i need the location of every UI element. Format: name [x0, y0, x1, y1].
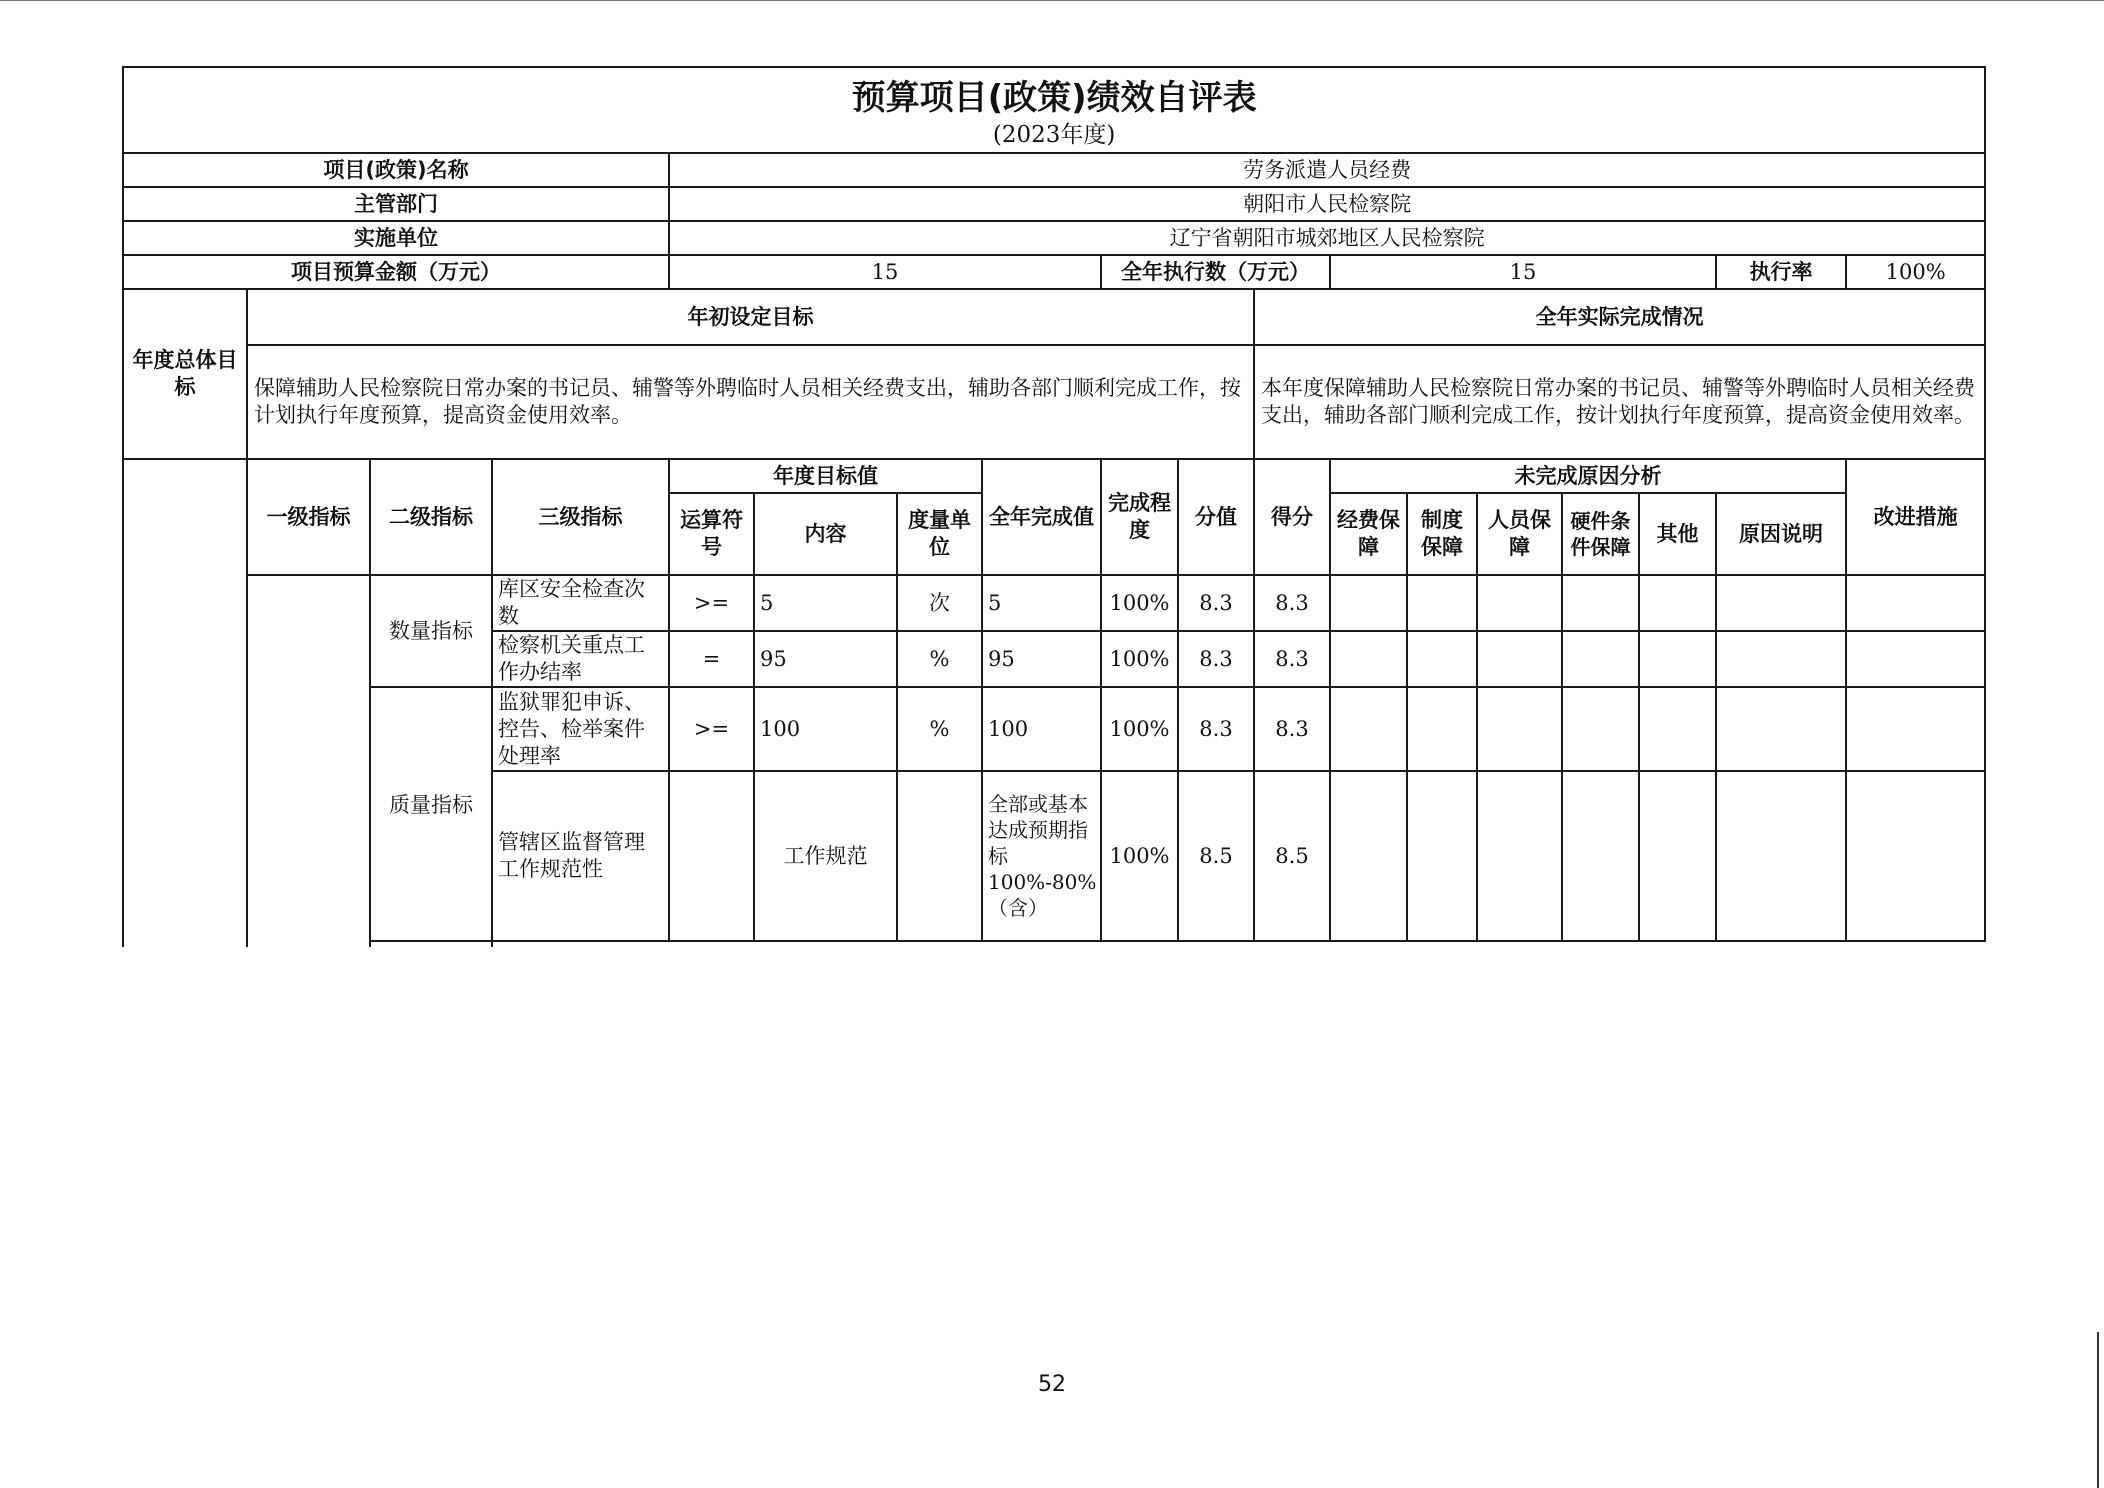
actual-result-text: 本年度保障辅助人民检察院日常办案的书记员、辅警等外聘临时人员相关经费支出，辅助各部门顺利完成工作，按计划执行年度预算，提高资金使用效率。	[1254, 345, 1985, 459]
improve-cell	[1846, 631, 1985, 687]
reason-system-cell	[1407, 575, 1477, 631]
dept-value: 朝阳市人民检察院	[669, 187, 1985, 221]
level2-quantity: 数量指标	[370, 575, 492, 687]
actual-cell: 全部或基本达成预期指标100%-80%（含）	[982, 771, 1101, 941]
header-unit: 度量单位	[897, 493, 982, 575]
header-level3: 三级指标	[492, 459, 669, 575]
row-continuation	[492, 941, 1985, 947]
reason-hardware-cell	[1562, 631, 1639, 687]
report-year: (2023年度)	[123, 119, 1985, 153]
score-cell: 8.3	[1254, 687, 1330, 771]
reason-other-cell	[1639, 687, 1716, 771]
score-value-cell: 8.3	[1178, 575, 1254, 631]
reason-other-cell	[1639, 631, 1716, 687]
level2-quality: 质量指标	[370, 687, 492, 941]
completion-cell: 100%	[1101, 771, 1178, 941]
page-edge-mark	[2097, 1332, 2099, 1488]
header-score-value: 分值	[1178, 459, 1254, 575]
reason-hardware-cell	[1562, 771, 1639, 941]
unit-cell: %	[897, 631, 982, 687]
reason-hardware-cell	[1562, 687, 1639, 771]
budget-label: 项目预算金额（万元）	[123, 255, 669, 289]
reason-system-cell	[1407, 631, 1477, 687]
actual-cell: 100	[982, 687, 1101, 771]
table-row	[123, 687, 1985, 771]
score-value-cell: 8.3	[1178, 631, 1254, 687]
header-reason-other: 其他	[1639, 493, 1716, 575]
score-cell: 8.3	[1254, 631, 1330, 687]
project-name-label: 项目(政策)名称	[123, 153, 669, 187]
evaluation-table	[122, 66, 1986, 947]
reason-other-cell	[1639, 575, 1716, 631]
budget-value: 15	[669, 255, 1101, 289]
operator-cell: =	[669, 631, 754, 687]
annual-goal-label: 年度总体目标	[123, 289, 247, 459]
header-reason-desc: 原因说明	[1716, 493, 1846, 575]
actual-result-header: 全年实际完成情况	[1254, 289, 1985, 345]
score-cell: 8.5	[1254, 771, 1330, 941]
content-cell: 100	[754, 687, 897, 771]
actual-cell: 95	[982, 631, 1101, 687]
level3-cell: 管辖区监督管理工作规范性	[492, 771, 669, 941]
header-reason-funding: 经费保障	[1330, 493, 1407, 575]
header-reason-system: 制度保障	[1407, 493, 1477, 575]
continuation-row	[123, 941, 1985, 947]
reason-other-cell	[1639, 771, 1716, 941]
reason-funding-cell	[1330, 687, 1407, 771]
reason-funding-cell	[1330, 631, 1407, 687]
unit-cell: %	[897, 687, 982, 771]
content-cell: 95	[754, 631, 897, 687]
header-target-group: 年度目标值	[669, 459, 982, 493]
reason-staff-cell	[1477, 687, 1562, 771]
table-row	[123, 575, 1985, 631]
rate-label: 执行率	[1716, 255, 1846, 289]
score-value-cell: 8.5	[1178, 771, 1254, 941]
page-title: 预算项目(政策)绩效自评表	[123, 67, 1985, 119]
header-improve: 改进措施	[1846, 459, 1985, 575]
page-top-rule	[0, 0, 2104, 1]
content-cell: 5	[754, 575, 897, 631]
unit-value: 辽宁省朝阳市城郊地区人民检察院	[669, 221, 1985, 255]
level3-cell: 库区安全检查次数	[492, 575, 669, 631]
improve-cell	[1846, 687, 1985, 771]
header-level2: 二级指标	[370, 459, 492, 575]
reason-system-cell	[1407, 771, 1477, 941]
improve-cell	[1846, 771, 1985, 941]
header-actual: 全年完成值	[982, 459, 1101, 575]
unit-label: 实施单位	[123, 221, 669, 255]
operator-cell: >=	[669, 687, 754, 771]
header-level1: 一级指标	[247, 459, 370, 575]
unit-cell: 次	[897, 575, 982, 631]
score-cell: 8.3	[1254, 575, 1330, 631]
page-number: 52	[1038, 1372, 1066, 1397]
header-reason-staff: 人员保障	[1477, 493, 1562, 575]
score-value-cell: 8.3	[1178, 687, 1254, 771]
evaluation-sheet	[122, 66, 1984, 947]
header-completion: 完成程度	[1101, 459, 1178, 575]
unit-cell	[897, 771, 982, 941]
reason-system-cell	[1407, 687, 1477, 771]
reason-funding-cell	[1330, 771, 1407, 941]
level2-continuation	[370, 941, 492, 947]
reason-staff-cell	[1477, 631, 1562, 687]
reason-desc-cell	[1716, 575, 1846, 631]
header-reason-group: 未完成原因分析	[1330, 459, 1846, 493]
actual-cell: 5	[982, 575, 1101, 631]
completion-cell: 100%	[1101, 687, 1178, 771]
dept-label: 主管部门	[123, 187, 669, 221]
reason-staff-cell	[1477, 575, 1562, 631]
initial-goal-header: 年初设定目标	[247, 289, 1254, 345]
reason-hardware-cell	[1562, 575, 1639, 631]
header-reason-hardware: 硬件条件保障	[1562, 493, 1639, 575]
rate-value: 100%	[1846, 255, 1985, 289]
exec-value: 15	[1330, 255, 1716, 289]
completion-cell: 100%	[1101, 631, 1178, 687]
reason-staff-cell	[1477, 771, 1562, 941]
operator-cell	[669, 771, 754, 941]
content-cell: 工作规范	[754, 771, 897, 941]
project-name-value: 劳务派遣人员经费	[669, 153, 1985, 187]
initial-goal-text: 保障辅助人民检察院日常办案的书记员、辅警等外聘临时人员相关经费支出，辅助各部门顺利完成工作，按计划执行年度预算，提高资金使用效率。	[247, 345, 1254, 459]
reason-desc-cell	[1716, 687, 1846, 771]
improve-cell	[1846, 575, 1985, 631]
header-content: 内容	[754, 493, 897, 575]
header-operator: 运算符号	[669, 493, 754, 575]
operator-cell: >=	[669, 575, 754, 631]
level1-cell	[247, 575, 370, 947]
completion-cell: 100%	[1101, 575, 1178, 631]
header-score: 得分	[1254, 459, 1330, 575]
level3-cell: 监狱罪犯申诉、控告、检举案件处理率	[492, 687, 669, 771]
indicator-side-column	[123, 459, 247, 947]
reason-desc-cell	[1716, 631, 1846, 687]
exec-label: 全年执行数（万元）	[1101, 255, 1330, 289]
reason-funding-cell	[1330, 575, 1407, 631]
level3-cell: 检察机关重点工作办结率	[492, 631, 669, 687]
reason-desc-cell	[1716, 771, 1846, 941]
